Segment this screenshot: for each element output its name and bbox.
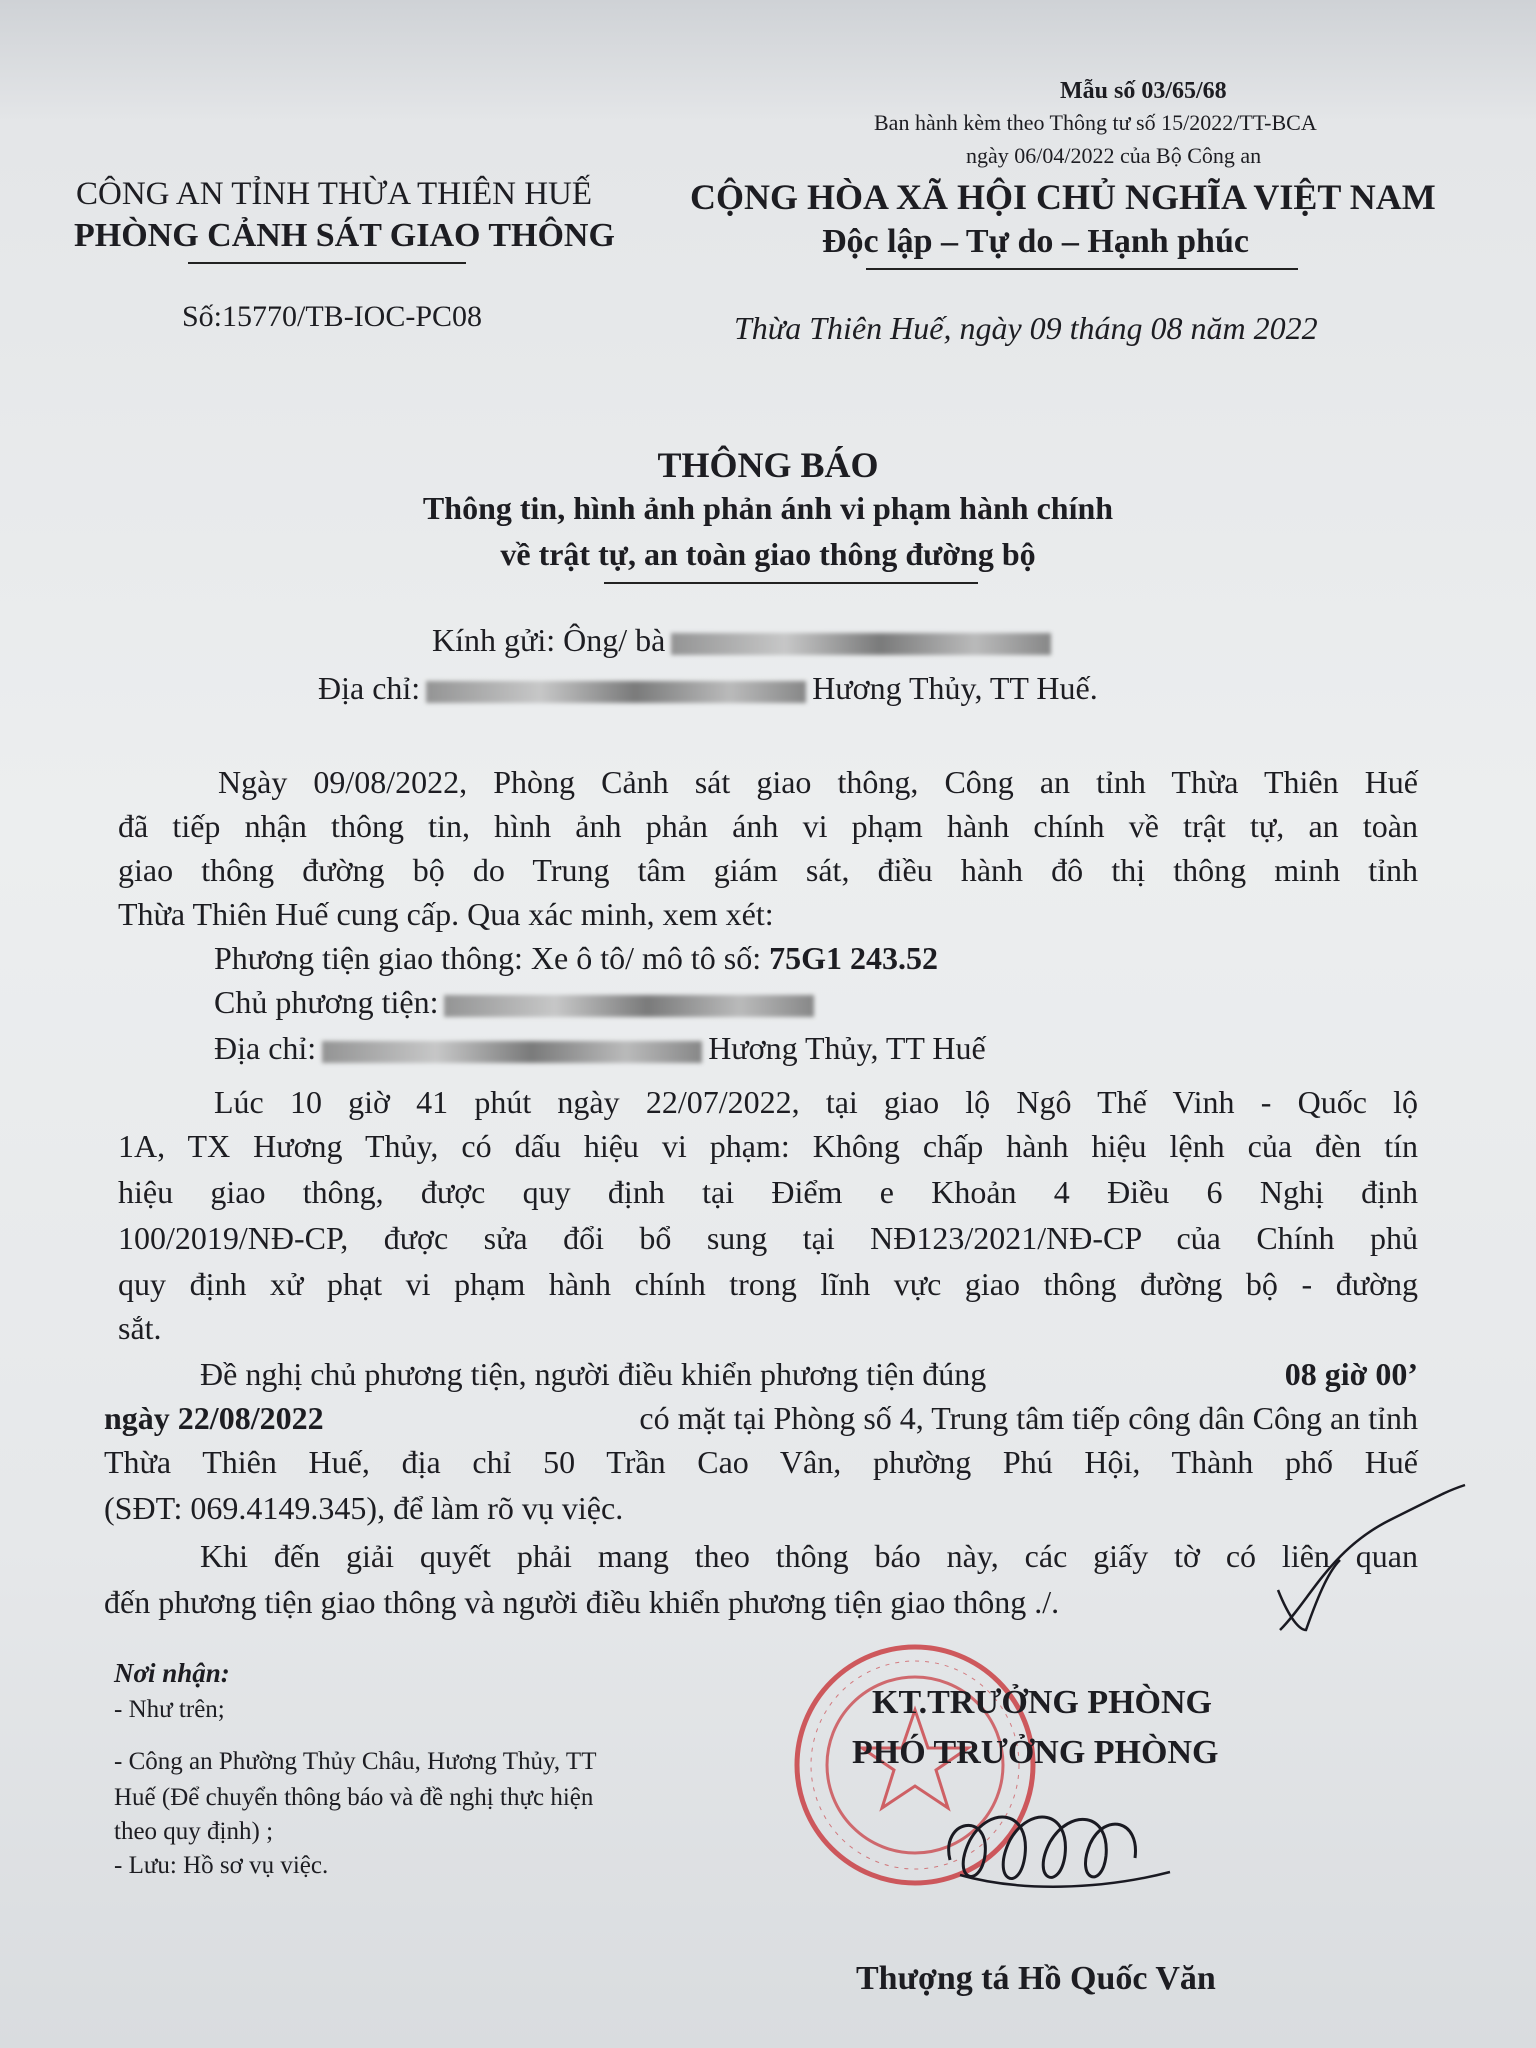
nation-name: CỘNG HÒA XÃ HỘI CHỦ NGHĨA VIỆT NAM [690, 177, 1436, 217]
handwritten-signature-icon [930, 1780, 1190, 1910]
body-p2-line4: 100/2019/NĐ-CP, được sửa đổi bổ sung tại NĐ123/2021/NĐ-CP của Chính phủ [118, 1220, 1418, 1256]
body-p2-line1: Lúc 10 giờ 41 phút ngày 22/07/2022, tại giao lộ Ngô Thế Vinh - Quốc lộ [214, 1084, 1418, 1120]
redacted-address [426, 681, 806, 703]
recipients-heading: Nơi nhận: [114, 1658, 230, 1688]
body-p2-line2: 1A, TX Hương Thủy, có dấu hiệu vi phạm: Không chấp hành hiệu lệnh của đèn tín [118, 1128, 1418, 1164]
recipients-line-4: theo quy định) ; [114, 1818, 274, 1845]
body-p3-line1 [200, 1356, 1418, 1393]
recipient-address-label: Địa chỉ: [318, 670, 421, 706]
recipients-line-3: Huế (Để chuyển thông báo và đề nghị thực hiện [114, 1784, 594, 1811]
owner-label: Chủ phương tiện: [214, 984, 439, 1020]
body-p4-line2: đến phương tiện giao thông và người điều khiển phương tiện giao thông ./. [104, 1584, 1060, 1620]
vehicle-label: Phương tiện giao thông: Xe ô tô/ mô tô số: [214, 940, 762, 976]
form-issued-line1: Ban hành kèm theo Thông tư số 15/2022/TT-BCA [874, 110, 1317, 135]
document-number: Số:15770/TB-IOC-PC08 [182, 300, 483, 333]
place-date: Thừa Thiên Huế, ngày 09 tháng 08 năm 2022 [734, 310, 1318, 346]
signer-name: Thượng tá Hồ Quốc Văn [856, 1960, 1216, 1997]
initials-mark [1270, 1480, 1470, 1650]
vehicle-line [214, 940, 938, 977]
department-underline [188, 262, 466, 264]
recipients-line-1: - Như trên; [114, 1696, 225, 1723]
owner-address-line [214, 1030, 986, 1067]
body-p3-line2-text: có mặt tại Phòng số 4, Trung tâm tiếp công dân Công an tỉnh [639, 1400, 1418, 1436]
document-subtitle-1: Thông tin, hình ảnh phản ánh vi phạm hành chính [422, 490, 1114, 526]
agency-name: CÔNG AN TỈNH THỪA THIÊN HUẾ [76, 176, 593, 212]
body-p1-line2: đã tiếp nhận thông tin, hình ảnh phản ánh vi phạm hành chính về trật tự, an toàn [118, 808, 1418, 844]
redacted-owner-address [322, 1041, 702, 1063]
body-p3-line3: Thừa Thiên Huế, địa chỉ 50 Trần Cao Vân, phường Phú Hội, Thành phố Huế [104, 1444, 1418, 1480]
national-motto: Độc lập – Tự do – Hạnh phúc [822, 223, 1249, 260]
form-number: Mẫu số 03/65/68 [1060, 78, 1227, 104]
redacted-name [671, 633, 1051, 655]
recipients-line-2: - Công an Phường Thủy Châu, Hương Thủy, TT [114, 1748, 597, 1775]
owner-address-label: Địa chỉ: [214, 1030, 317, 1066]
body-p3-line4: (SĐT: 069.4149.345), để làm rõ vụ việc. [104, 1490, 624, 1526]
body-p3-line1-text: Đề nghị chủ phương tiện, người điều khiển phương tiện đúng [200, 1356, 987, 1392]
subtitle-underline [604, 582, 978, 584]
document-title: THÔNG BÁO [657, 445, 879, 485]
body-p2-line6: sắt. [118, 1310, 162, 1346]
body-p1-line3: giao thông đường bộ do Trung tâm giám sát, điều hành đô thị thông minh tỉnh [118, 852, 1418, 888]
document-subtitle-2: về trật tự, an toàn giao thông đường bộ [500, 536, 1036, 572]
recipient-address-tail: Hương Thủy, TT Huế. [812, 670, 1098, 706]
vehicle-plate: 75G1 243.52 [769, 940, 939, 976]
owner-line [214, 984, 820, 1021]
body-p1-line4: Thừa Thiên Huế cung cấp. Qua xác minh, xem xét: [118, 896, 774, 932]
recipient-line [432, 622, 1057, 659]
recipient-label: Kính gửi: Ông/ bà [432, 622, 666, 658]
appointment-date: ngày 22/08/2022 [104, 1400, 324, 1436]
body-p4-line1: Khi đến giải quyết phải mang theo thông báo này, các giấy tờ có liên quan [200, 1538, 1418, 1574]
recipient-address-line [318, 670, 1098, 707]
body-p1-line1: Ngày 09/08/2022, Phòng Cảnh sát giao thông, Công an tỉnh Thừa Thiên Huế [218, 764, 1418, 800]
redacted-owner [444, 995, 814, 1017]
body-p2-line3: hiệu giao thông, được quy định tại Điểm e Khoản 4 Điều 6 Nghị định [118, 1174, 1418, 1210]
signature-title-2: PHÓ TRƯỞNG PHÒNG [852, 1734, 1219, 1771]
body-p3-line2 [104, 1400, 1418, 1437]
body-p2-line5: quy định xử phạt vi phạm hành chính trong lĩnh vực giao thông đường bộ - đường [118, 1266, 1418, 1302]
department-name: PHÒNG CẢNH SÁT GIAO THÔNG [74, 217, 615, 254]
signature-title-1: KT.TRƯỞNG PHÒNG [872, 1684, 1212, 1721]
owner-address-tail: Hương Thủy, TT Huế [708, 1030, 986, 1066]
appointment-time: 08 giờ 00’ [1284, 1356, 1418, 1392]
recipients-line-5: - Lưu: Hồ sơ vụ việc. [114, 1852, 329, 1879]
motto-underline [866, 268, 1298, 270]
form-issued-line2: ngày 06/04/2022 của Bộ Công an [966, 143, 1262, 168]
